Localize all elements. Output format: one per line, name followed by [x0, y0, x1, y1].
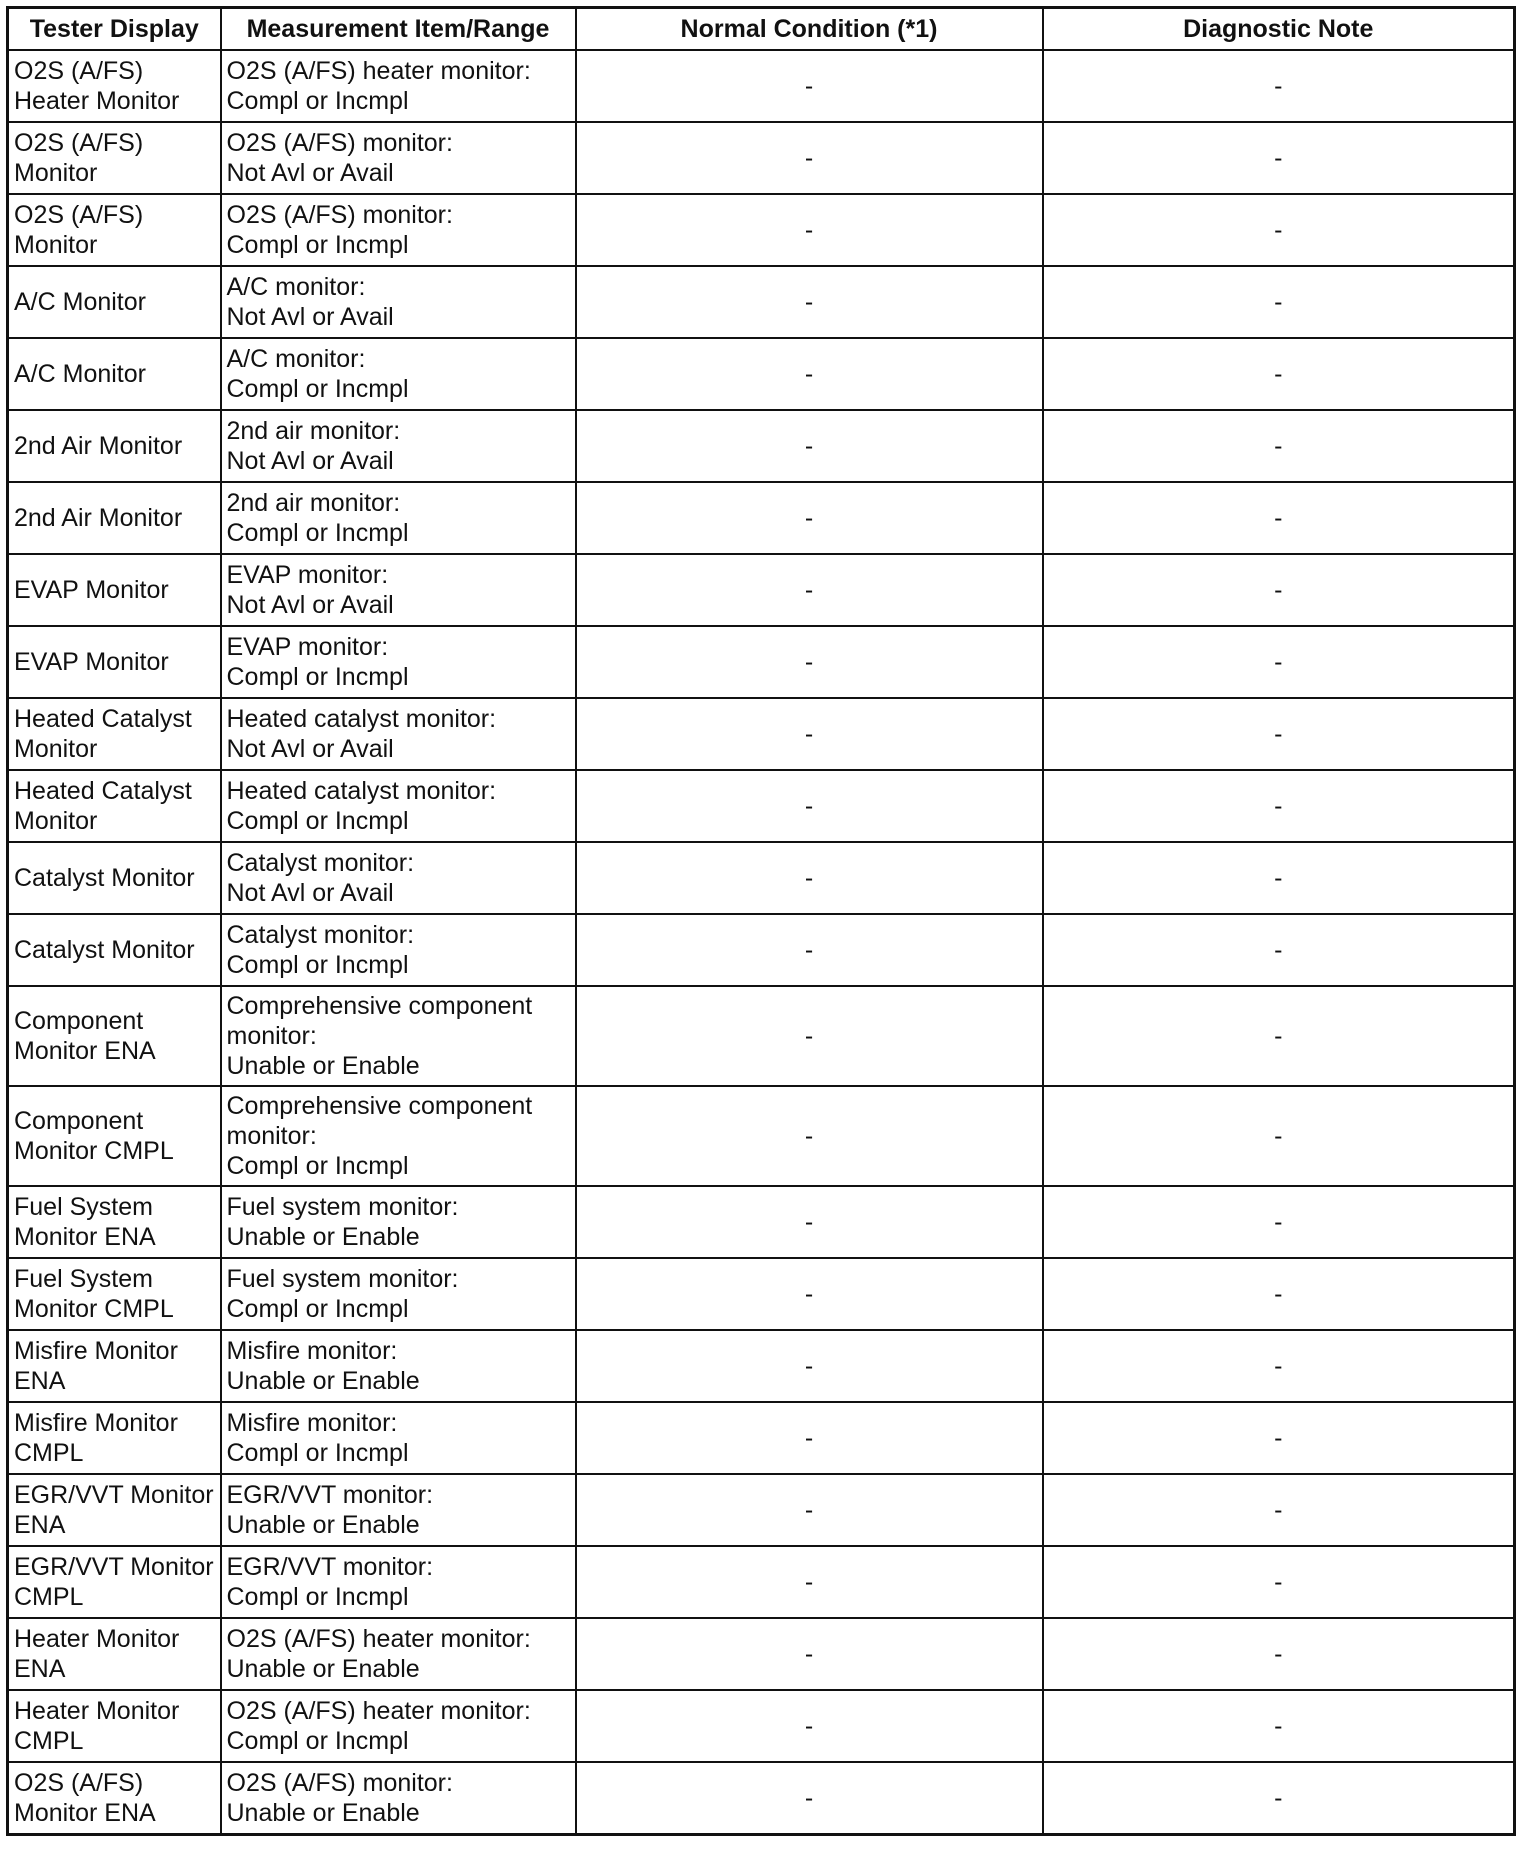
diagnostic-note-cell: - — [1043, 554, 1515, 626]
diagnostic-note-cell: - — [1043, 1086, 1515, 1186]
tester-display-cell-line: Monitor CMPL — [14, 1295, 174, 1323]
measurement-item-cell-line: EVAP monitor: — [226, 633, 389, 661]
table-row — [8, 122, 1515, 194]
header-measurement-item: Measurement Item/Range — [221, 8, 576, 51]
tester-display-cell-line: A/C Monitor — [14, 288, 146, 316]
tester-display-cell-line: A/C Monitor — [14, 360, 146, 388]
diagnostic-note-cell: - — [1043, 338, 1515, 410]
diagnostic-note-cell: - — [1043, 1474, 1515, 1546]
table-row — [8, 914, 1515, 986]
diagnostic-note-cell: - — [1043, 1258, 1515, 1330]
table-row — [8, 1186, 1515, 1258]
tester-display-cell — [8, 482, 221, 554]
measurement-item-cell-line: Unable or Enable — [226, 1655, 420, 1683]
normal-condition-cell: - — [576, 554, 1043, 626]
measurement-item-cell-line: Compl or Incmpl — [226, 1295, 409, 1323]
tester-display-cell-line: Catalyst Monitor — [14, 936, 195, 964]
diagnostic-note-cell: - — [1043, 122, 1515, 194]
tester-display-cell — [8, 842, 221, 914]
tester-display-cell-line: CMPL — [14, 1583, 84, 1611]
table-row — [8, 194, 1515, 266]
diagnostic-note-cell: - — [1043, 1618, 1515, 1690]
measurement-item-cell — [221, 986, 576, 1086]
tester-display-cell-line: Misfire Monitor — [14, 1337, 178, 1365]
normal-condition-cell: - — [576, 986, 1043, 1086]
normal-condition-cell: - — [576, 1618, 1043, 1690]
measurement-item-cell-line: Fuel system monitor: — [226, 1265, 459, 1293]
header-diagnostic-note: Diagnostic Note — [1043, 8, 1515, 51]
normal-condition-cell: - — [576, 914, 1043, 986]
tester-display-cell — [8, 1086, 221, 1186]
measurement-item-cell-line: Comprehensive component — [226, 992, 533, 1020]
normal-condition-cell: - — [576, 410, 1043, 482]
normal-condition-cell: - — [576, 842, 1043, 914]
normal-condition-cell: - — [576, 194, 1043, 266]
measurement-item-cell — [221, 410, 576, 482]
tester-display-cell-line: O2S (A/FS) — [14, 201, 144, 229]
measurement-item-cell-line: O2S (A/FS) monitor: — [226, 201, 453, 229]
measurement-item-cell-line: Compl or Incmpl — [226, 1583, 409, 1611]
tester-display-cell-line: Fuel System — [14, 1265, 153, 1293]
measurement-item-cell — [221, 1186, 576, 1258]
measurement-item-cell-line: Unable or Enable — [226, 1052, 420, 1080]
table-row — [8, 698, 1515, 770]
table-row — [8, 626, 1515, 698]
measurement-item-cell-line: EVAP monitor: — [226, 561, 389, 589]
table-body — [8, 50, 1515, 1835]
measurement-item-cell-line: Not Avl or Avail — [226, 591, 394, 619]
table-row — [8, 338, 1515, 410]
measurement-item-cell — [221, 50, 576, 122]
diagnostic-note-cell: - — [1043, 1402, 1515, 1474]
tester-display-cell — [8, 1258, 221, 1330]
table-row — [8, 50, 1515, 122]
measurement-item-cell-line: Not Avl or Avail — [226, 447, 394, 475]
measurement-item-cell — [221, 770, 576, 842]
measurement-item-cell-line: A/C monitor: — [226, 345, 366, 373]
tester-display-cell — [8, 1618, 221, 1690]
measurement-item-cell — [221, 1546, 576, 1618]
measurement-item-cell — [221, 1258, 576, 1330]
tester-display-cell-line: Fuel System — [14, 1193, 153, 1221]
tester-display-cell — [8, 626, 221, 698]
measurement-item-cell-line: Compl or Incmpl — [226, 375, 409, 403]
measurement-item-cell-line: Not Avl or Avail — [226, 879, 394, 907]
measurement-item-cell — [221, 1474, 576, 1546]
table-row — [8, 1086, 1515, 1186]
measurement-item-cell-line: EGR/VVT monitor: — [226, 1553, 434, 1581]
table-header-row — [8, 8, 1515, 51]
normal-condition-cell: - — [576, 482, 1043, 554]
table-row — [8, 554, 1515, 626]
tester-display-cell — [8, 698, 221, 770]
tester-display-cell-line: Monitor — [14, 735, 98, 763]
table-row — [8, 410, 1515, 482]
measurement-item-cell-line: Compl or Incmpl — [226, 1727, 409, 1755]
tester-display-cell-line: Monitor CMPL — [14, 1137, 174, 1165]
tester-display-cell-line: EGR/VVT Monitor — [14, 1553, 214, 1581]
table-row — [8, 1618, 1515, 1690]
table-row — [8, 1330, 1515, 1402]
tester-display-cell-line: 2nd Air Monitor — [14, 432, 183, 460]
tester-display-cell-line: Component — [14, 1107, 144, 1135]
measurement-item-cell-line: Not Avl or Avail — [226, 303, 394, 331]
tester-display-cell-line: EGR/VVT Monitor — [14, 1481, 214, 1509]
tester-display-cell-line: 2nd Air Monitor — [14, 504, 183, 532]
normal-condition-cell: - — [576, 1546, 1043, 1618]
measurement-item-cell-line: Unable or Enable — [226, 1799, 420, 1827]
diagnostic-note-cell: - — [1043, 986, 1515, 1086]
measurement-item-cell-line: Unable or Enable — [226, 1367, 420, 1395]
tester-display-cell — [8, 986, 221, 1086]
measurement-item-cell-line: Compl or Incmpl — [226, 951, 409, 979]
measurement-item-cell-line: Fuel system monitor: — [226, 1193, 459, 1221]
measurement-item-cell-line: Unable or Enable — [226, 1511, 420, 1539]
measurement-item-cell-line: Catalyst monitor: — [226, 849, 415, 877]
header-normal-condition: Normal Condition (*1) — [576, 8, 1043, 51]
document-page — [6, 6, 1513, 1845]
measurement-item-cell-line: O2S (A/FS) monitor: — [226, 129, 453, 157]
tester-display-cell-line: Heated Catalyst — [14, 705, 192, 733]
measurement-item-cell — [221, 338, 576, 410]
tester-display-cell — [8, 1330, 221, 1402]
table-row — [8, 482, 1515, 554]
tester-display-cell-line: ENA — [14, 1367, 66, 1395]
tester-display-cell-line: Heater Monitor — [14, 1697, 180, 1725]
tester-display-cell-line: CMPL — [14, 1439, 84, 1467]
tester-display-cell — [8, 1186, 221, 1258]
measurement-item-cell-line: Unable or Enable — [226, 1223, 420, 1251]
normal-condition-cell: - — [576, 122, 1043, 194]
tester-display-cell — [8, 1474, 221, 1546]
tester-display-cell-line: Monitor — [14, 159, 98, 187]
diagnostic-note-cell: - — [1043, 266, 1515, 338]
measurement-item-cell — [221, 482, 576, 554]
normal-condition-cell: - — [576, 338, 1043, 410]
diagnostic-note-cell: - — [1043, 194, 1515, 266]
measurement-item-cell-line: EGR/VVT monitor: — [226, 1481, 434, 1509]
normal-condition-cell: - — [576, 1086, 1043, 1186]
measurement-item-cell — [221, 914, 576, 986]
tester-display-cell-line: EVAP Monitor — [14, 576, 169, 604]
measurement-item-cell-line: Comprehensive component — [226, 1092, 533, 1120]
measurement-item-cell-line: Not Avl or Avail — [226, 735, 394, 763]
measurement-item-cell — [221, 1402, 576, 1474]
table-row — [8, 266, 1515, 338]
tester-display-cell — [8, 770, 221, 842]
normal-condition-cell: - — [576, 1690, 1043, 1762]
normal-condition-cell: - — [576, 698, 1043, 770]
tester-display-cell-line: Heater Monitor — [14, 87, 180, 115]
measurement-item-cell — [221, 626, 576, 698]
table-row — [8, 1762, 1515, 1835]
diagnostic-note-cell: - — [1043, 626, 1515, 698]
tester-display-cell-line: O2S (A/FS) — [14, 1769, 144, 1797]
diagnostic-note-cell: - — [1043, 1330, 1515, 1402]
normal-condition-cell: - — [576, 266, 1043, 338]
measurement-item-cell-line: 2nd air monitor: — [226, 417, 401, 445]
tester-display-cell — [8, 1402, 221, 1474]
diagnostic-note-cell: - — [1043, 1186, 1515, 1258]
diagnostic-note-cell: - — [1043, 50, 1515, 122]
tester-display-cell-line: Monitor ENA — [14, 1223, 156, 1251]
measurement-item-cell-line: Not Avl or Avail — [226, 159, 394, 187]
table-row — [8, 842, 1515, 914]
measurement-item-cell-line: Misfire monitor: — [226, 1409, 398, 1437]
tester-display-cell — [8, 122, 221, 194]
measurement-item-cell-line: monitor: — [226, 1022, 317, 1050]
tester-display-cell — [8, 410, 221, 482]
table-row — [8, 1546, 1515, 1618]
measurement-item-cell — [221, 842, 576, 914]
measurement-item-cell — [221, 1690, 576, 1762]
measurement-item-cell-line: Compl or Incmpl — [226, 87, 409, 115]
normal-condition-cell: - — [576, 1258, 1043, 1330]
normal-condition-cell: - — [576, 770, 1043, 842]
diagnostic-note-cell: - — [1043, 410, 1515, 482]
normal-condition-cell: - — [576, 1402, 1043, 1474]
tester-display-cell-line: Catalyst Monitor — [14, 864, 195, 892]
tester-display-cell — [8, 338, 221, 410]
tester-display-cell — [8, 554, 221, 626]
table-row — [8, 770, 1515, 842]
measurement-item-cell-line: O2S (A/FS) heater monitor: — [226, 1697, 531, 1725]
tester-display-cell-line: EVAP Monitor — [14, 648, 169, 676]
diagnostic-note-cell: - — [1043, 1546, 1515, 1618]
measurement-item-cell-line: O2S (A/FS) heater monitor: — [226, 57, 531, 85]
tester-display-cell — [8, 266, 221, 338]
tester-display-cell-line: Monitor ENA — [14, 1037, 156, 1065]
measurement-item-cell-line: Compl or Incmpl — [226, 519, 409, 547]
tester-display-cell — [8, 1546, 221, 1618]
measurement-item-cell-line: Compl or Incmpl — [226, 663, 409, 691]
normal-condition-cell: - — [576, 626, 1043, 698]
measurement-item-cell-line: Heated catalyst monitor: — [226, 705, 497, 733]
diagnostic-note-cell: - — [1043, 698, 1515, 770]
diagnostic-note-cell: - — [1043, 914, 1515, 986]
header-tester-display: Tester Display — [8, 8, 221, 51]
tester-display-cell-line: Monitor — [14, 231, 98, 259]
measurement-item-cell-line: Catalyst monitor: — [226, 921, 415, 949]
diagnostic-note-cell: - — [1043, 842, 1515, 914]
measurement-item-cell-line: Compl or Incmpl — [226, 1439, 409, 1467]
data-list-table — [6, 6, 1516, 1836]
tester-display-cell-line: Component — [14, 1007, 144, 1035]
normal-condition-cell: - — [576, 50, 1043, 122]
tester-display-cell — [8, 194, 221, 266]
diagnostic-note-cell: - — [1043, 770, 1515, 842]
diagnostic-note-cell: - — [1043, 1690, 1515, 1762]
tester-display-cell-line: O2S (A/FS) — [14, 57, 144, 85]
table-row — [8, 1690, 1515, 1762]
normal-condition-cell: - — [576, 1762, 1043, 1835]
tester-display-cell-line: ENA — [14, 1511, 66, 1539]
tester-display-cell — [8, 50, 221, 122]
normal-condition-cell: - — [576, 1474, 1043, 1546]
tester-display-cell-line: O2S (A/FS) — [14, 129, 144, 157]
measurement-item-cell-line: O2S (A/FS) monitor: — [226, 1769, 453, 1797]
measurement-item-cell-line: A/C monitor: — [226, 273, 366, 301]
normal-condition-cell: - — [576, 1186, 1043, 1258]
tester-display-cell-line: Heater Monitor — [14, 1625, 180, 1653]
measurement-item-cell — [221, 1086, 576, 1186]
measurement-item-cell — [221, 1618, 576, 1690]
measurement-item-cell — [221, 266, 576, 338]
measurement-item-cell-line: Compl or Incmpl — [226, 231, 409, 259]
tester-display-cell — [8, 1762, 221, 1835]
measurement-item-cell — [221, 554, 576, 626]
table-row — [8, 1258, 1515, 1330]
measurement-item-cell-line: 2nd air monitor: — [226, 489, 401, 517]
measurement-item-cell-line: Heated catalyst monitor: — [226, 777, 497, 805]
tester-display-cell-line: Monitor — [14, 807, 98, 835]
measurement-item-cell — [221, 698, 576, 770]
measurement-item-cell-line: O2S (A/FS) heater monitor: — [226, 1625, 531, 1653]
tester-display-cell-line: CMPL — [14, 1727, 84, 1755]
measurement-item-cell — [221, 1762, 576, 1835]
diagnostic-note-cell: - — [1043, 482, 1515, 554]
diagnostic-note-cell: - — [1043, 1762, 1515, 1835]
tester-display-cell — [8, 1690, 221, 1762]
table-row — [8, 1402, 1515, 1474]
measurement-item-cell-line: monitor: — [226, 1122, 317, 1150]
normal-condition-cell: - — [576, 1330, 1043, 1402]
table-row — [8, 1474, 1515, 1546]
tester-display-cell-line: Misfire Monitor — [14, 1409, 178, 1437]
measurement-item-cell — [221, 122, 576, 194]
measurement-item-cell-line: Compl or Incmpl — [226, 1152, 409, 1180]
tester-display-cell-line: Monitor ENA — [14, 1799, 156, 1827]
measurement-item-cell-line: Compl or Incmpl — [226, 807, 409, 835]
table-row — [8, 986, 1515, 1086]
measurement-item-cell-line: Misfire monitor: — [226, 1337, 398, 1365]
tester-display-cell-line: ENA — [14, 1655, 66, 1683]
tester-display-cell — [8, 914, 221, 986]
measurement-item-cell — [221, 194, 576, 266]
measurement-item-cell — [221, 1330, 576, 1402]
tester-display-cell-line: Heated Catalyst — [14, 777, 192, 805]
